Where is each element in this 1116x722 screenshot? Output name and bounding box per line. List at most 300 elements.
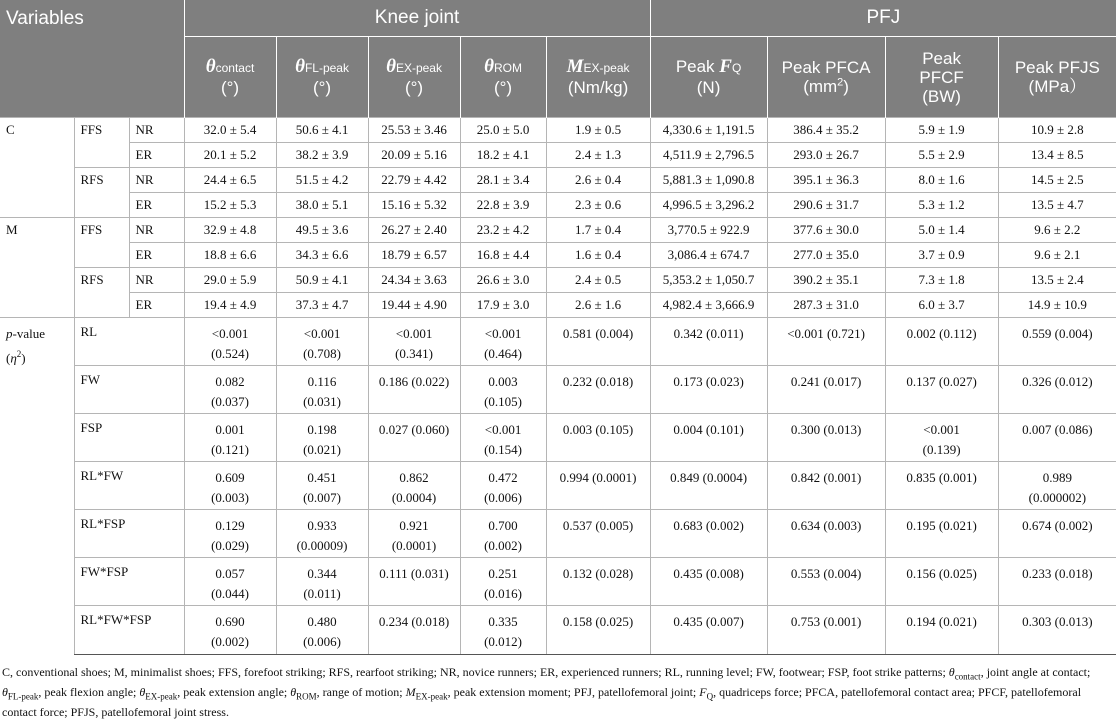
footnote-part: EX-peak: [415, 691, 448, 702]
p-value-line: <0.001: [303, 326, 341, 341]
p-value-cell: [276, 318, 368, 366]
value-cell: 3,086.4 ± 674.7: [650, 243, 767, 268]
value-cell: 18.8 ± 6.6: [184, 243, 276, 268]
column-header-6: [767, 37, 885, 118]
column-header-2: [368, 37, 460, 118]
footnote-part: contact: [954, 671, 981, 682]
value-cell: 390.2 ± 35.1: [767, 268, 885, 293]
p-value-line: 0.921: [399, 518, 429, 533]
p-value-line: 0.156 (0.025): [906, 566, 977, 581]
p-value-cell: [767, 462, 885, 510]
p-value-line: 0.232 (0.018): [562, 374, 634, 389]
column-header-unit: (°): [404, 78, 424, 97]
p-value-line: 0.451: [307, 470, 337, 485]
p-value-line: 0.609: [215, 470, 245, 485]
p-value-line: (0.003): [211, 490, 249, 505]
p-value-cell: [460, 366, 546, 414]
column-header-prefix: Peak PFCA: [781, 58, 871, 77]
p-value-line: 0.233 (0.018): [1022, 566, 1093, 581]
value-cell: 13.4 ± 8.5: [998, 143, 1116, 168]
p-value-cell: [767, 318, 885, 366]
value-cell: 24.4 ± 6.5: [184, 168, 276, 193]
factor-cell: FW*FSP: [74, 558, 184, 606]
value-cell: 15.16 ± 5.32: [368, 193, 460, 218]
p-value-cell: [460, 510, 546, 558]
value-cell: 20.1 ± 5.2: [184, 143, 276, 168]
value-cell: 5,881.3 ± 1,090.8: [650, 168, 767, 193]
column-header-unit: (°): [493, 78, 513, 97]
p-value-cell: [885, 510, 998, 558]
column-header-symbol: θ: [295, 56, 305, 77]
value-cell: 1.7 ± 0.4: [546, 218, 650, 243]
column-header-4: [546, 37, 650, 118]
p-value-cell: [998, 510, 1116, 558]
p-value-cell: [885, 414, 998, 462]
footnote-part: F: [699, 685, 707, 699]
p-value-line: (0.0004): [391, 490, 437, 505]
p-value-line: (0.007): [303, 490, 341, 505]
p-value-line: (0.002): [211, 634, 249, 649]
p-value-line: 0.173 (0.023): [673, 374, 744, 389]
value-cell: 2.3 ± 0.6: [546, 193, 650, 218]
column-header-3: [460, 37, 546, 118]
p-value-cell: [650, 462, 767, 510]
footnote-part: Q: [706, 691, 714, 702]
footnote-part: θ: [2, 685, 8, 699]
value-cell: 34.3 ± 6.6: [276, 243, 368, 268]
p-value-line: (0.121): [211, 442, 249, 457]
p-value-line: 0.300 (0.013): [790, 422, 862, 437]
column-header-unit: (Nm/kg): [567, 78, 629, 97]
footnote-part: , peak flexion angle;: [38, 685, 140, 699]
p-value-line: <0.001: [923, 422, 960, 437]
p-value-cell: [184, 414, 276, 462]
factor-cell: FW: [74, 366, 184, 414]
table-row: [0, 558, 1116, 606]
p-value-line: 0.132 (0.028): [562, 566, 634, 581]
p-value-line: 0.003: [488, 374, 518, 389]
value-cell: 18.2 ± 4.1: [460, 143, 546, 168]
level-cell: ER: [129, 193, 184, 218]
p-value-cell: [368, 558, 460, 606]
value-cell: 4,996.5 ± 3,296.2: [650, 193, 767, 218]
p-value-cell: [885, 462, 998, 510]
column-header-prefix: Peak: [675, 57, 720, 76]
p-value-line: (0.105): [484, 394, 522, 409]
factor-cell: RL*FW: [74, 462, 184, 510]
level-cell: NR: [129, 268, 184, 293]
value-cell: 51.5 ± 4.2: [276, 168, 368, 193]
p-value-line: (0.0001): [391, 538, 437, 553]
column-header-unit: (N): [696, 78, 721, 97]
level-cell: NR: [129, 168, 184, 193]
footnote-part: ROM: [296, 691, 317, 702]
table-row: [0, 143, 1116, 168]
value-cell: 2.6 ± 0.4: [546, 168, 650, 193]
p-value-cell: [368, 414, 460, 462]
p-value-line: (0.708): [303, 346, 341, 361]
column-header-unit: (°): [220, 78, 240, 97]
value-cell: 5.5 ± 2.9: [885, 143, 998, 168]
p-value-cell: [546, 462, 650, 510]
eta-open: (: [6, 350, 11, 366]
p-value-cell: [767, 366, 885, 414]
p-value-cell: [460, 462, 546, 510]
p-value-cell: [368, 318, 460, 366]
p-value-line: 0.186 (0.022): [378, 374, 450, 389]
p-value-line: 0.581 (0.004): [562, 326, 634, 341]
factor-cell: FSP: [74, 414, 184, 462]
column-header-unit-end: ): [843, 77, 849, 96]
p-value-line: (0.029): [211, 538, 249, 553]
p-value-line: <0.001: [211, 326, 249, 341]
header-row-groups: [0, 0, 1116, 37]
value-cell: 8.0 ± 1.6: [885, 168, 998, 193]
p-value-cell: [460, 558, 546, 606]
footnote-part: M: [405, 685, 416, 699]
value-cell: 2.6 ± 1.6: [546, 293, 650, 318]
p-value-line: 0.342 (0.011): [673, 326, 744, 341]
p-value-line: (0.006): [303, 634, 341, 649]
column-header-prefix: Peak: [922, 48, 961, 68]
value-cell: 1.9 ± 0.5: [546, 118, 650, 143]
value-cell: 10.9 ± 2.8: [998, 118, 1116, 143]
value-cell: 5.9 ± 1.9: [885, 118, 998, 143]
p-value-line: (0.031): [303, 394, 341, 409]
factor-cell: RL*FSP: [74, 510, 184, 558]
p-value-line: <0.001 (0.721): [787, 326, 865, 341]
value-cell: 277.0 ± 35.0: [767, 243, 885, 268]
p-value-cell: [368, 510, 460, 558]
value-cell: 290.6 ± 31.7: [767, 193, 885, 218]
level-cell: ER: [129, 143, 184, 168]
variables-header: Variables: [0, 0, 184, 118]
value-cell: 38.0 ± 5.1: [276, 193, 368, 218]
column-header-symbol: θ: [205, 56, 216, 77]
p-value-line: 0.116: [307, 374, 337, 389]
p-value-line: 0.335: [488, 614, 518, 629]
p-value-cell: [885, 606, 998, 655]
p-value-line: 0.537 (0.005): [562, 518, 634, 533]
p-value-line: 0.435 (0.008): [673, 566, 744, 581]
p-value-line: (0.012): [484, 634, 522, 649]
p-value-cell: [650, 414, 767, 462]
p-value-line: 0.559 (0.004): [1022, 326, 1093, 341]
p-value-line: 0.674 (0.002): [1022, 518, 1093, 533]
column-header-1: [276, 37, 368, 118]
p-value-line: 0.989: [1042, 470, 1072, 485]
p-value-line: 0.082: [215, 374, 245, 389]
p-value-line: 0.003 (0.105): [562, 422, 634, 437]
p-value-line: 0.195 (0.021): [906, 518, 977, 533]
table-row: [0, 414, 1116, 462]
footnote-part: C, conventional shoes; M, minimalist shoes; FFS, forefoot striking; RFS, rearfoot striking; NR, novice runners; ER, experienced runners; RL, running level; FW, footwear; FSP, foot strike patterns;: [2, 665, 949, 679]
p-value-line: 0.234 (0.018): [378, 614, 450, 629]
p-value-line: 0.480: [307, 614, 337, 629]
column-header-prefix: Peak PFJS: [1014, 58, 1100, 77]
p-value-line: 0.862: [399, 470, 429, 485]
column-header-5: [650, 37, 767, 118]
p-value-line: (0.00009): [296, 538, 348, 553]
footnote-part: θ: [139, 685, 146, 699]
fsp-cell: FFS: [74, 118, 129, 168]
value-cell: 37.3 ± 4.7: [276, 293, 368, 318]
value-cell: 50.9 ± 4.1: [276, 268, 368, 293]
p-value-cell: [184, 510, 276, 558]
p-value-cell: [998, 366, 1116, 414]
p-value-cell: [885, 366, 998, 414]
p-value-line: (0.524): [211, 346, 249, 361]
p-value-cell: [184, 462, 276, 510]
p-value-cell: [767, 510, 885, 558]
p-value-line: (0.341): [395, 346, 433, 361]
value-cell: 287.3 ± 31.0: [767, 293, 885, 318]
eta-close: ): [21, 350, 26, 366]
value-cell: 22.8 ± 3.9: [460, 193, 546, 218]
value-cell: 28.1 ± 3.4: [460, 168, 546, 193]
value-cell: 395.1 ± 36.3: [767, 168, 885, 193]
table-row: [0, 510, 1116, 558]
p-value-line: 0.303 (0.013): [1022, 614, 1093, 629]
fsp-cell: FFS: [74, 218, 129, 268]
column-header-unit: (mm: [803, 77, 838, 96]
value-cell: 17.9 ± 3.0: [460, 293, 546, 318]
p-value-cell: [184, 606, 276, 655]
p-value-line: 0.326 (0.012): [1022, 374, 1093, 389]
value-cell: 26.27 ± 2.40: [368, 218, 460, 243]
p-value-line: 0.835 (0.001): [906, 470, 977, 485]
p-value-cell: [767, 606, 885, 655]
p-value-cell: [276, 510, 368, 558]
value-cell: 386.4 ± 35.2: [767, 118, 885, 143]
value-cell: 49.5 ± 3.6: [276, 218, 368, 243]
p-value-cell: [650, 366, 767, 414]
p-value-cell: [650, 606, 767, 655]
value-cell: 50.6 ± 4.1: [276, 118, 368, 143]
p-value-cell: [998, 558, 1116, 606]
p-value-line: 0.634 (0.003): [790, 518, 862, 533]
footnote-part: , peak extension moment; PFJ, patellofemoral joint;: [447, 685, 700, 699]
value-cell: 14.9 ± 10.9: [998, 293, 1116, 318]
value-cell: 26.6 ± 3.0: [460, 268, 546, 293]
eta-superscript: 2: [16, 349, 22, 359]
column-header-0: [184, 37, 276, 118]
table-row: [0, 268, 1116, 293]
table-row: [0, 118, 1116, 143]
p-value-line: 0.753 (0.001): [790, 614, 862, 629]
p-value-line: 0.129: [215, 518, 245, 533]
value-cell: 15.2 ± 5.3: [184, 193, 276, 218]
p-value-line: 0.700: [488, 518, 518, 533]
value-cell: 23.2 ± 4.2: [460, 218, 546, 243]
p-value-line: <0.001: [395, 326, 433, 341]
shoe-cell: C: [0, 118, 74, 218]
p-value-line: 0.435 (0.007): [673, 614, 744, 629]
p-value-cell: [885, 318, 998, 366]
p-value-label: [6, 324, 74, 368]
p-value-line: 0.027 (0.060): [378, 422, 450, 437]
value-cell: 19.4 ± 4.9: [184, 293, 276, 318]
p-value-cell: [885, 558, 998, 606]
value-cell: 6.0 ± 3.7: [885, 293, 998, 318]
value-cell: 18.79 ± 6.57: [368, 243, 460, 268]
p-value-cell: [546, 414, 650, 462]
table-row: [0, 193, 1116, 218]
p-value-line: 0.004 (0.101): [673, 422, 744, 437]
p-value-line: 0.994 (0.0001): [559, 470, 637, 485]
p-value-line: 0.198: [307, 422, 337, 437]
p-symbol: p: [6, 326, 13, 341]
value-cell: 25.0 ± 5.0: [460, 118, 546, 143]
p-value-cell: [767, 558, 885, 606]
value-cell: 293.0 ± 26.7: [767, 143, 885, 168]
value-cell: 24.34 ± 3.63: [368, 268, 460, 293]
footnote-part: FL-peak: [7, 691, 39, 702]
value-cell: 9.6 ± 2.1: [998, 243, 1116, 268]
p-value-cell: [184, 366, 276, 414]
table-row: [0, 218, 1116, 243]
p-value-cell: [546, 510, 650, 558]
footnote-part: , quadriceps force; PFCA, patellofemoral contact area; PFCF, patellofemoral contact force; PFJS, patellofemoral joint stress.: [2, 685, 1082, 719]
p-value-line: (0.002): [484, 538, 522, 553]
column-header-superscript: 2: [837, 76, 844, 89]
column-header-subscript: FL-peak: [304, 61, 349, 75]
value-cell: 4,511.9 ± 2,796.5: [650, 143, 767, 168]
p-value-line: 0.472: [488, 470, 518, 485]
value-cell: 22.79 ± 4.42: [368, 168, 460, 193]
p-value-cell: [460, 606, 546, 655]
value-cell: 5,353.2 ± 1,050.7: [650, 268, 767, 293]
p-value-line: 0.001: [215, 422, 245, 437]
column-header-unit: (MPa）: [1028, 77, 1087, 96]
value-cell: 4,982.4 ± 3,666.9: [650, 293, 767, 318]
p-value-line: 0.553 (0.004): [790, 566, 862, 581]
p-value-line: 0.158 (0.025): [562, 614, 634, 629]
column-header-symbol: M: [566, 56, 584, 77]
value-cell: 13.5 ± 4.7: [998, 193, 1116, 218]
column-header-symbol: θ: [484, 56, 494, 77]
p-value-line: <0.001: [484, 326, 522, 341]
value-cell: 377.6 ± 30.0: [767, 218, 885, 243]
level-cell: NR: [129, 218, 184, 243]
table-row: [0, 366, 1116, 414]
column-header-subscript: Q: [731, 61, 742, 75]
p-value-cell: [546, 558, 650, 606]
p-value-cell: [998, 462, 1116, 510]
p-value-line: (0.464): [484, 346, 522, 361]
p-value-line: 0.057: [215, 566, 245, 581]
p-value-line: 0.842 (0.001): [790, 470, 862, 485]
p-value-line: 0.344: [307, 566, 337, 581]
footnote-part: , range of motion;: [316, 685, 406, 699]
p-value-line: 0.251: [488, 566, 518, 581]
footnote-part: , joint angle at contact;: [980, 665, 1091, 679]
value-cell: 25.53 ± 3.46: [368, 118, 460, 143]
p-value-line: 0.111 (0.031): [379, 566, 449, 581]
value-cell: 9.6 ± 2.2: [998, 218, 1116, 243]
p-value-line: 0.002 (0.112): [906, 326, 977, 341]
p-value-cell: [546, 366, 650, 414]
value-cell: 5.0 ± 1.4: [885, 218, 998, 243]
table-row: [0, 318, 1116, 366]
value-cell: 13.5 ± 2.4: [998, 268, 1116, 293]
p-value-cell: [368, 606, 460, 655]
knee-joint-group-header: Knee joint: [184, 0, 650, 37]
eta-symbol: η: [10, 350, 17, 366]
column-header-subscript: EX-peak: [583, 61, 630, 75]
p-value-line: (0.044): [211, 586, 249, 601]
column-header-subscript: ROM: [493, 61, 522, 75]
value-cell: 5.3 ± 1.2: [885, 193, 998, 218]
p-value-cell: [767, 414, 885, 462]
shoe-cell: M: [0, 218, 74, 318]
p-value-cell: [650, 318, 767, 366]
value-cell: 3.7 ± 0.9: [885, 243, 998, 268]
p-value-cell: [546, 606, 650, 655]
pfj-group-header: PFJ: [650, 0, 1116, 37]
p-suffix: -value: [12, 326, 45, 341]
column-header-line2: PFCF: [919, 67, 964, 87]
p-value-cell: [998, 606, 1116, 655]
p-value-line: <0.001: [484, 422, 522, 437]
p-value-line: 0.933: [307, 518, 337, 533]
factor-cell: RL*FW*FSP: [74, 606, 184, 655]
p-value-line: 0.849 (0.0004): [670, 470, 748, 485]
p-value-cell: [998, 318, 1116, 366]
p-value-cell: [276, 414, 368, 462]
fsp-cell: RFS: [74, 168, 129, 218]
p-value-cell: [276, 462, 368, 510]
p-value-line: (0.021): [303, 442, 341, 457]
table-row: [0, 462, 1116, 510]
footnote-part: EX-peak: [145, 691, 178, 702]
p-value-line: 0.007 (0.086): [1022, 422, 1093, 437]
column-header-subscript: EX-peak: [395, 61, 442, 75]
p-value-cell: [276, 366, 368, 414]
table-body: [0, 118, 1116, 655]
value-cell: 7.3 ± 1.8: [885, 268, 998, 293]
column-header-symbol: θ: [386, 56, 396, 77]
p-value-cell: [650, 558, 767, 606]
p-value-line: 0.690: [215, 614, 245, 629]
table-row: [0, 293, 1116, 318]
value-cell: 2.4 ± 1.3: [546, 143, 650, 168]
column-header-unit: (BW): [922, 86, 961, 106]
column-header-7: [885, 37, 998, 118]
factor-cell: RL: [74, 318, 184, 366]
p-value-cell: [368, 462, 460, 510]
table-row: [0, 168, 1116, 193]
value-cell: 14.5 ± 2.5: [998, 168, 1116, 193]
p-value-line: (0.011): [303, 586, 341, 601]
value-cell: 19.44 ± 4.90: [368, 293, 460, 318]
p-value-line: (0.000002): [1028, 490, 1087, 505]
p-value-line: 0.241 (0.017): [790, 374, 862, 389]
value-cell: 1.6 ± 0.4: [546, 243, 650, 268]
p-value-line: (0.037): [211, 394, 249, 409]
column-header-unit: (°): [312, 78, 332, 97]
value-cell: 4,330.6 ± 1,191.5: [650, 118, 767, 143]
footnote-part: θ: [948, 665, 955, 679]
p-value-line: 0.194 (0.021): [906, 614, 977, 629]
p-value-cell: [460, 414, 546, 462]
column-header-symbol: F: [719, 56, 732, 77]
column-header-subscript: contact: [215, 61, 255, 75]
p-value-cell: [650, 510, 767, 558]
value-cell: 32.9 ± 4.8: [184, 218, 276, 243]
p-value-line: (0.154): [484, 442, 522, 457]
footnote-part: θ: [290, 685, 297, 699]
